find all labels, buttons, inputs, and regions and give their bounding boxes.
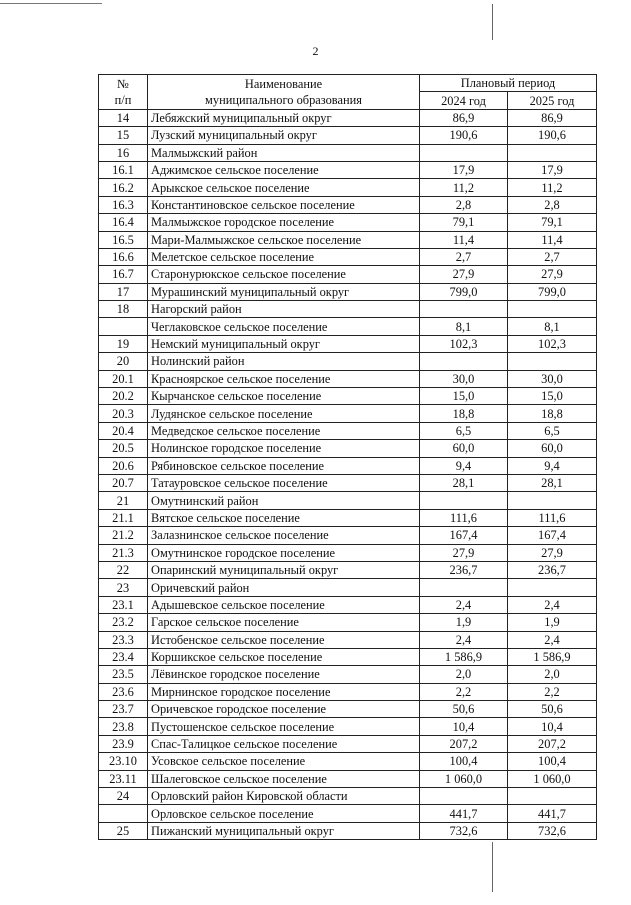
row-value-2025-cell: 2,4	[508, 631, 597, 648]
page-top-rule	[0, 3, 102, 4]
row-name-cell: Лёвинское городское поселение	[148, 666, 420, 683]
row-value-2024-cell: 11,4	[420, 231, 508, 248]
row-name-cell: Мирнинское городское поселение	[148, 683, 420, 700]
row-name-cell: Усовское сельское поселение	[148, 753, 420, 770]
row-value-2025-cell: 18,8	[508, 405, 597, 422]
row-value-2024-cell: 28,1	[420, 474, 508, 491]
row-value-2025-cell: 60,0	[508, 440, 597, 457]
row-name-cell: Пустошенское сельское поселение	[148, 718, 420, 735]
row-name-cell: Нолинский район	[148, 353, 420, 370]
row-name-cell: Нолинское городское поселение	[148, 440, 420, 457]
scan-mark-top	[492, 4, 493, 40]
row-value-2024-cell: 50,6	[420, 701, 508, 718]
row-name-cell: Пижанский муниципальный округ	[148, 822, 420, 839]
row-name-cell: Лебяжский муниципальный округ	[148, 109, 420, 126]
row-number-cell: 16.4	[99, 214, 148, 231]
row-number-cell: 23.10	[99, 753, 148, 770]
row-value-2024-cell: 207,2	[420, 735, 508, 752]
table-row	[99, 683, 597, 700]
row-name-cell: Малмыжское городское поселение	[148, 214, 420, 231]
row-number-cell: 14	[99, 109, 148, 126]
row-number-cell: 16	[99, 144, 148, 161]
row-value-2024-cell: 11,2	[420, 179, 508, 196]
row-name-cell: Мелетское сельское поселение	[148, 248, 420, 265]
table-row	[99, 614, 597, 631]
table-row	[99, 214, 597, 231]
row-name-cell: Гарское сельское поселение	[148, 614, 420, 631]
row-number-cell: 15	[99, 127, 148, 144]
row-name-cell: Мари-Малмыжское сельское поселение	[148, 231, 420, 248]
row-value-2024-cell: 2,8	[420, 196, 508, 213]
table-row	[99, 527, 597, 544]
row-value-2025-cell: 441,7	[508, 805, 597, 822]
row-value-2025-cell: 27,9	[508, 544, 597, 561]
row-value-2024-cell	[420, 144, 508, 161]
row-value-2024-cell: 2,2	[420, 683, 508, 700]
row-number-cell: 22	[99, 561, 148, 578]
header-year-2025: 2025 год	[508, 92, 597, 109]
row-number-cell: 23.1	[99, 596, 148, 613]
row-value-2024-cell: 30,0	[420, 370, 508, 387]
table-row	[99, 718, 597, 735]
row-value-2024-cell: 18,8	[420, 405, 508, 422]
row-name-cell: Спас-Талицкое сельское поселение	[148, 735, 420, 752]
row-value-2024-cell: 17,9	[420, 161, 508, 178]
row-name-cell: Лудянское сельское поселение	[148, 405, 420, 422]
row-name-cell: Шалеговское сельское поселение	[148, 770, 420, 787]
row-number-cell: 21.3	[99, 544, 148, 561]
row-value-2024-cell: 1 060,0	[420, 770, 508, 787]
table-row	[99, 388, 597, 405]
row-value-2025-cell: 6,5	[508, 422, 597, 439]
row-name-cell: Истобенское сельское поселение	[148, 631, 420, 648]
row-value-2024-cell: 2,0	[420, 666, 508, 683]
row-number-cell: 23.4	[99, 648, 148, 665]
row-value-2025-cell: 50,6	[508, 701, 597, 718]
row-number-cell: 20	[99, 353, 148, 370]
row-number-cell: 21.2	[99, 527, 148, 544]
row-value-2025-cell: 732,6	[508, 822, 597, 839]
row-name-cell: Вятское сельское поселение	[148, 509, 420, 526]
table-row	[99, 440, 597, 457]
row-value-2024-cell	[420, 353, 508, 370]
row-value-2025-cell: 167,4	[508, 527, 597, 544]
row-number-cell: 20.2	[99, 388, 148, 405]
table-row	[99, 335, 597, 352]
table-row	[99, 805, 597, 822]
table-row	[99, 509, 597, 526]
row-value-2024-cell: 100,4	[420, 753, 508, 770]
row-value-2025-cell: 9,4	[508, 457, 597, 474]
row-name-cell: Медведское сельское поселение	[148, 422, 420, 439]
table-row	[99, 788, 597, 805]
table-row	[99, 422, 597, 439]
row-value-2025-cell: 2,7	[508, 248, 597, 265]
row-value-2024-cell: 27,9	[420, 266, 508, 283]
header-name-line1: Наименование	[244, 76, 323, 91]
row-name-cell: Мурашинский муниципальный округ	[148, 283, 420, 300]
row-value-2024-cell	[420, 579, 508, 596]
header-number-line2: п/п	[114, 92, 132, 107]
row-name-cell: Оричевское городское поселение	[148, 701, 420, 718]
row-number-cell: 16.1	[99, 161, 148, 178]
row-name-cell: Оричевский район	[148, 579, 420, 596]
header-number	[99, 75, 148, 110]
row-name-cell: Старонурюкское сельское поселение	[148, 266, 420, 283]
row-value-2025-cell: 111,6	[508, 509, 597, 526]
row-name-cell: Коршикское сельское поселение	[148, 648, 420, 665]
table-row	[99, 822, 597, 839]
table-row	[99, 370, 597, 387]
header-period: Плановый период	[420, 75, 597, 92]
row-value-2024-cell: 102,3	[420, 335, 508, 352]
row-value-2024-cell: 15,0	[420, 388, 508, 405]
row-value-2025-cell	[508, 353, 597, 370]
row-value-2024-cell: 2,7	[420, 248, 508, 265]
table-row	[99, 161, 597, 178]
row-value-2025-cell	[508, 144, 597, 161]
table-row	[99, 648, 597, 665]
row-value-2025-cell: 207,2	[508, 735, 597, 752]
row-number-cell: 20.6	[99, 457, 148, 474]
row-name-cell: Залазнинское сельское поселение	[148, 527, 420, 544]
row-name-cell: Омутнинское городское поселение	[148, 544, 420, 561]
row-number-cell: 19	[99, 335, 148, 352]
table-row	[99, 770, 597, 787]
row-value-2025-cell	[508, 301, 597, 318]
row-number-cell: 16.5	[99, 231, 148, 248]
row-value-2025-cell: 11,2	[508, 179, 597, 196]
row-number-cell: 20.4	[99, 422, 148, 439]
table-row	[99, 301, 597, 318]
table-row	[99, 561, 597, 578]
row-value-2024-cell	[420, 788, 508, 805]
row-number-cell: 23.11	[99, 770, 148, 787]
row-name-cell: Адышевское сельское поселение	[148, 596, 420, 613]
row-value-2025-cell: 30,0	[508, 370, 597, 387]
row-name-cell: Кырчанское сельское поселение	[148, 388, 420, 405]
row-number-cell: 23	[99, 579, 148, 596]
row-value-2024-cell: 799,0	[420, 283, 508, 300]
row-value-2024-cell	[420, 492, 508, 509]
table-row	[99, 144, 597, 161]
row-number-cell: 23.5	[99, 666, 148, 683]
table-row	[99, 631, 597, 648]
table-row	[99, 318, 597, 335]
row-name-cell: Омутнинский район	[148, 492, 420, 509]
row-value-2025-cell: 1,9	[508, 614, 597, 631]
row-number-cell: 23.9	[99, 735, 148, 752]
row-name-cell: Опаринский муниципальный округ	[148, 561, 420, 578]
row-name-cell: Арыкское сельское поселение	[148, 179, 420, 196]
row-value-2025-cell: 2,0	[508, 666, 597, 683]
row-name-cell: Лузский муниципальный округ	[148, 127, 420, 144]
row-value-2024-cell: 2,4	[420, 631, 508, 648]
table-body	[99, 109, 597, 839]
row-value-2025-cell: 2,4	[508, 596, 597, 613]
row-number-cell: 21.1	[99, 509, 148, 526]
row-value-2024-cell: 1 586,9	[420, 648, 508, 665]
row-value-2024-cell: 60,0	[420, 440, 508, 457]
row-value-2024-cell: 27,9	[420, 544, 508, 561]
row-name-cell: Константиновское сельское поселение	[148, 196, 420, 213]
row-value-2025-cell: 1 060,0	[508, 770, 597, 787]
row-value-2025-cell: 10,4	[508, 718, 597, 735]
table-header	[99, 75, 597, 110]
table-row	[99, 666, 597, 683]
row-value-2025-cell: 27,9	[508, 266, 597, 283]
row-number-cell: 16.6	[99, 248, 148, 265]
table-row	[99, 283, 597, 300]
row-value-2025-cell: 28,1	[508, 474, 597, 491]
row-number-cell	[99, 805, 148, 822]
table-row	[99, 405, 597, 422]
row-number-cell: 23.2	[99, 614, 148, 631]
row-value-2024-cell: 732,6	[420, 822, 508, 839]
row-value-2024-cell: 167,4	[420, 527, 508, 544]
row-value-2024-cell: 190,6	[420, 127, 508, 144]
row-name-cell: Красноярское сельское поселение	[148, 370, 420, 387]
row-value-2025-cell: 190,6	[508, 127, 597, 144]
table-row	[99, 179, 597, 196]
table-row	[99, 231, 597, 248]
scan-mark-bottom	[492, 842, 493, 892]
row-number-cell: 20.3	[99, 405, 148, 422]
row-number-cell: 23.6	[99, 683, 148, 700]
row-name-cell: Орловское сельское поселение	[148, 805, 420, 822]
row-value-2025-cell: 102,3	[508, 335, 597, 352]
header-year-2024: 2024 год	[420, 92, 508, 109]
row-value-2025-cell: 2,2	[508, 683, 597, 700]
row-number-cell: 21	[99, 492, 148, 509]
row-number-cell: 25	[99, 822, 148, 839]
row-name-cell: Малмыжский район	[148, 144, 420, 161]
table-row	[99, 701, 597, 718]
table-row	[99, 457, 597, 474]
row-number-cell: 23.8	[99, 718, 148, 735]
row-value-2025-cell	[508, 579, 597, 596]
header-number-line1: №	[117, 76, 129, 91]
funding-table	[98, 74, 597, 840]
row-value-2025-cell: 86,9	[508, 109, 597, 126]
table-row	[99, 492, 597, 509]
table-row	[99, 127, 597, 144]
row-number-cell: 20.5	[99, 440, 148, 457]
row-number-cell: 16.7	[99, 266, 148, 283]
table-row	[99, 735, 597, 752]
row-name-cell: Рябиновское сельское поселение	[148, 457, 420, 474]
row-number-cell: 17	[99, 283, 148, 300]
row-value-2024-cell	[420, 301, 508, 318]
row-value-2025-cell: 236,7	[508, 561, 597, 578]
row-name-cell: Татауровское сельское поселение	[148, 474, 420, 491]
table-row	[99, 753, 597, 770]
row-number-cell: 20.1	[99, 370, 148, 387]
row-value-2024-cell: 86,9	[420, 109, 508, 126]
row-value-2025-cell: 17,9	[508, 161, 597, 178]
row-value-2025-cell: 100,4	[508, 753, 597, 770]
row-value-2025-cell: 2,8	[508, 196, 597, 213]
row-name-cell: Чеглаковское сельское поселение	[148, 318, 420, 335]
row-number-cell: 20.7	[99, 474, 148, 491]
row-value-2025-cell	[508, 492, 597, 509]
row-number-cell	[99, 318, 148, 335]
row-value-2024-cell: 441,7	[420, 805, 508, 822]
page-number: 2	[312, 44, 319, 58]
row-number-cell: 24	[99, 788, 148, 805]
header-name	[148, 75, 420, 110]
row-name-cell: Немский муниципальный округ	[148, 335, 420, 352]
row-value-2024-cell: 236,7	[420, 561, 508, 578]
row-value-2024-cell: 79,1	[420, 214, 508, 231]
row-value-2024-cell: 9,4	[420, 457, 508, 474]
row-value-2025-cell: 8,1	[508, 318, 597, 335]
table-row	[99, 248, 597, 265]
row-value-2024-cell: 1,9	[420, 614, 508, 631]
row-value-2024-cell: 10,4	[420, 718, 508, 735]
table-row	[99, 596, 597, 613]
table-row	[99, 109, 597, 126]
table-row	[99, 196, 597, 213]
row-number-cell: 16.3	[99, 196, 148, 213]
row-value-2024-cell: 6,5	[420, 422, 508, 439]
row-name-cell: Аджимское сельское поселение	[148, 161, 420, 178]
row-number-cell: 16.2	[99, 179, 148, 196]
table-row	[99, 266, 597, 283]
row-number-cell: 23.7	[99, 701, 148, 718]
row-value-2025-cell: 1 586,9	[508, 648, 597, 665]
table-row	[99, 544, 597, 561]
table-row	[99, 474, 597, 491]
row-name-cell: Орловский район Кировской области	[148, 788, 420, 805]
row-value-2024-cell: 8,1	[420, 318, 508, 335]
table-row	[99, 579, 597, 596]
header-name-line2: муниципального образования	[205, 92, 362, 107]
row-value-2025-cell: 79,1	[508, 214, 597, 231]
row-number-cell: 23.3	[99, 631, 148, 648]
row-value-2025-cell: 15,0	[508, 388, 597, 405]
row-number-cell: 18	[99, 301, 148, 318]
row-value-2025-cell	[508, 788, 597, 805]
row-value-2024-cell: 111,6	[420, 509, 508, 526]
row-value-2025-cell: 799,0	[508, 283, 597, 300]
table-row	[99, 353, 597, 370]
row-value-2024-cell: 2,4	[420, 596, 508, 613]
row-name-cell: Нагорский район	[148, 301, 420, 318]
row-value-2025-cell: 11,4	[508, 231, 597, 248]
